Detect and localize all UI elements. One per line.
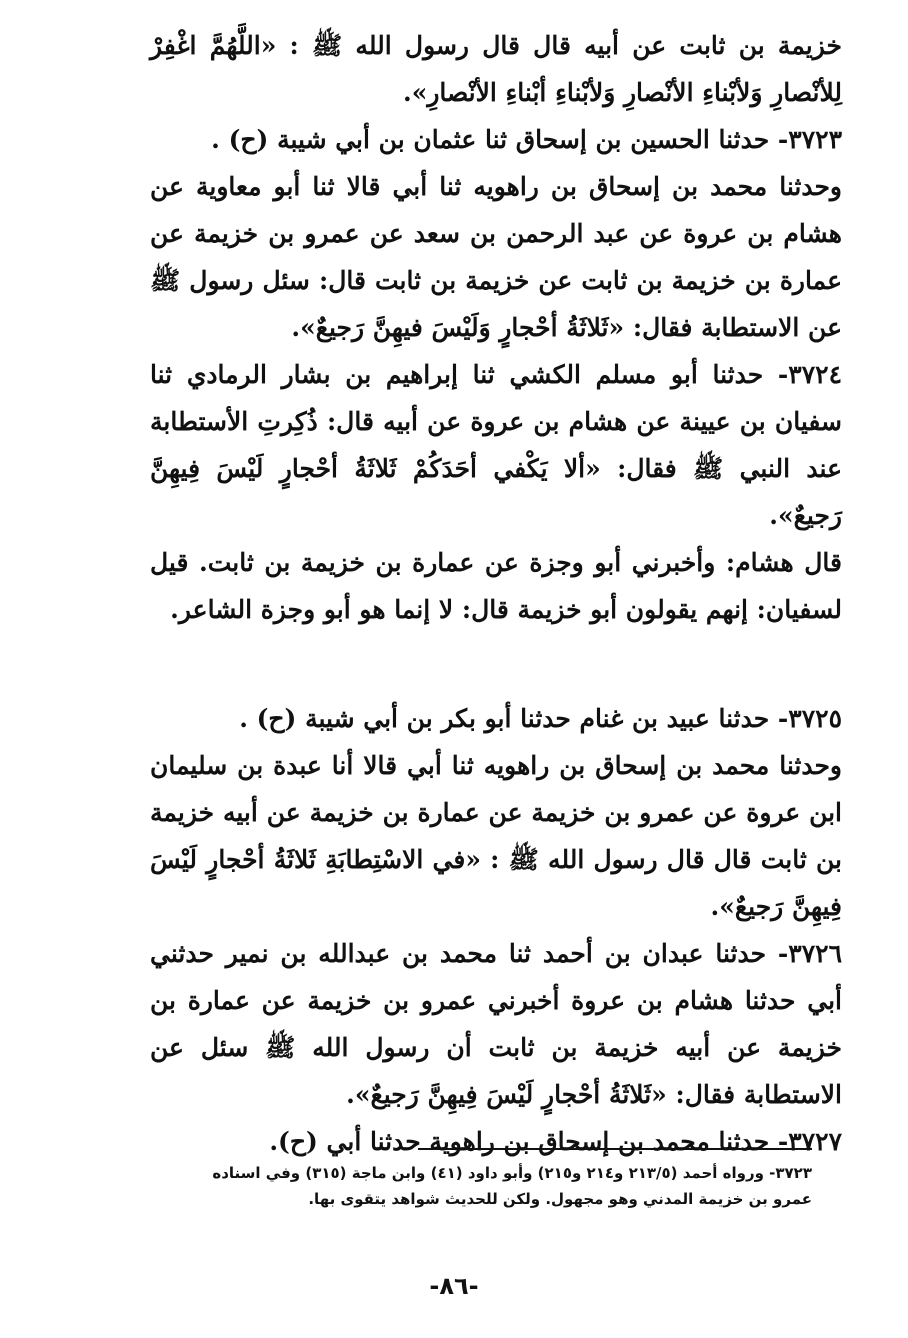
page-number: -٨٦- [429,1272,479,1300]
hadith-3723-chain: ٣٧٢٣- حدثنا الحسين بن إسحاق ثنا عثمان بن أبي شيبة (ح) . [211,125,842,154]
hadith-3723-text: وحدثنا محمد بن إسحاق بن راهويه ثنا أبي قالا ثنا أبو معاوية عن هشام بن عروة عن عبد الرحمن بن سعد عن عمرو بن خزيمة عن عمارة بن خزيمة بن ثابت عن خزيمة بن ثابت قال: سئل رسول ﷺ عن الاستطابة فقال: «ثَلاثَةُ أحْجارٍ وَلَيْسَ فيهِنَّ رَجيعٌ». [150,172,842,342]
hadith-3724-note: قال هشام: وأخبرني أبو وجزة عن عمارة بن خزيمة بن ثابت. قيل لسفيان: إنهم يقولون أبو خزيمة قال: لا إنما هو أبو وجزة الشاعر. [150,548,842,624]
footnote: ٣٧٢٣- ورواه أحمد (٢١٣/٥ و٢١٤ و٢١٥) وأبو داود (٤١) وابن ماجة (٣١٥) وفي اسناده عمرو بن خزيمة المدني وهو مجهول. ولكن للحديث شواهد يتقوى بها. [212,1164,812,1208]
hadith-3727-chain: ٣٧٢٧- حدثنا محمد بن إسحاق بن راهوية حدثنا أبي (ح). [269,1127,842,1156]
hadith-3725-text: وحدثنا محمد بن إسحاق بن راهويه ثنا أبي قالا أنا عبدة بن سليمان ابن عروة عن عمرو بن خزيمة عن عمارة بن خزيمة عن أبيه خزيمة بن ثابت قال قال رسول الله ﷺ : «في الاسْتِطابَةِ ثَلاثَةُ أحْجارٍ لَيْسَ فِيهِنَّ رَجيعٌ». [150,751,842,921]
footnote-divider [418,1148,812,1150]
main-text [150,22,842,1165]
hadith-3724-text: ٣٧٢٤- حدثنا أبو مسلم الكشي ثنا إبراهيم بن بشار الرمادي ثنا سفيان بن عيينة عن هشام بن عروة عن أبيه قال: ذُكِرتِ الأستطابة عند النبي ﷺ فقال: «ألا يَكْفي أحَدَكُمْ ثَلاثَةُ أحْجارٍ لَيْسَ فِيهِنَّ رَجيعٌ». [150,360,842,530]
hadith-3725-chain: ٣٧٢٥- حدثنا عبيد بن غنام حدثنا أبو بكر بن أبي شيبة (ح) . [239,704,842,733]
paragraph-continuation: خزيمة بن ثابت عن أبيه قال قال رسول الله ﷺ : «اللَّهُمَّ اغْفِرْ لِلأنْصارِ وَلأبْناءِ الأنْصارِ وَلأبْناءِ أبْناءِ الأنْصارِ». [150,31,842,107]
hadith-3726-text: ٣٧٢٦- حدثنا عبدان بن أحمد ثنا محمد بن عبدالله بن نمير حدثني أبي حدثنا هشام بن عروة أخبرني عمرو بن خزيمة عن عمارة بن خزيمة عن أبيه خزيمة بن ثابت أن رسول الله ﷺ سئل عن الاستطابة فقال: «ثَلاثَةُ أحْجارٍ لَيْسَ فِيهِنَّ رَجيعٌ». [150,939,842,1109]
